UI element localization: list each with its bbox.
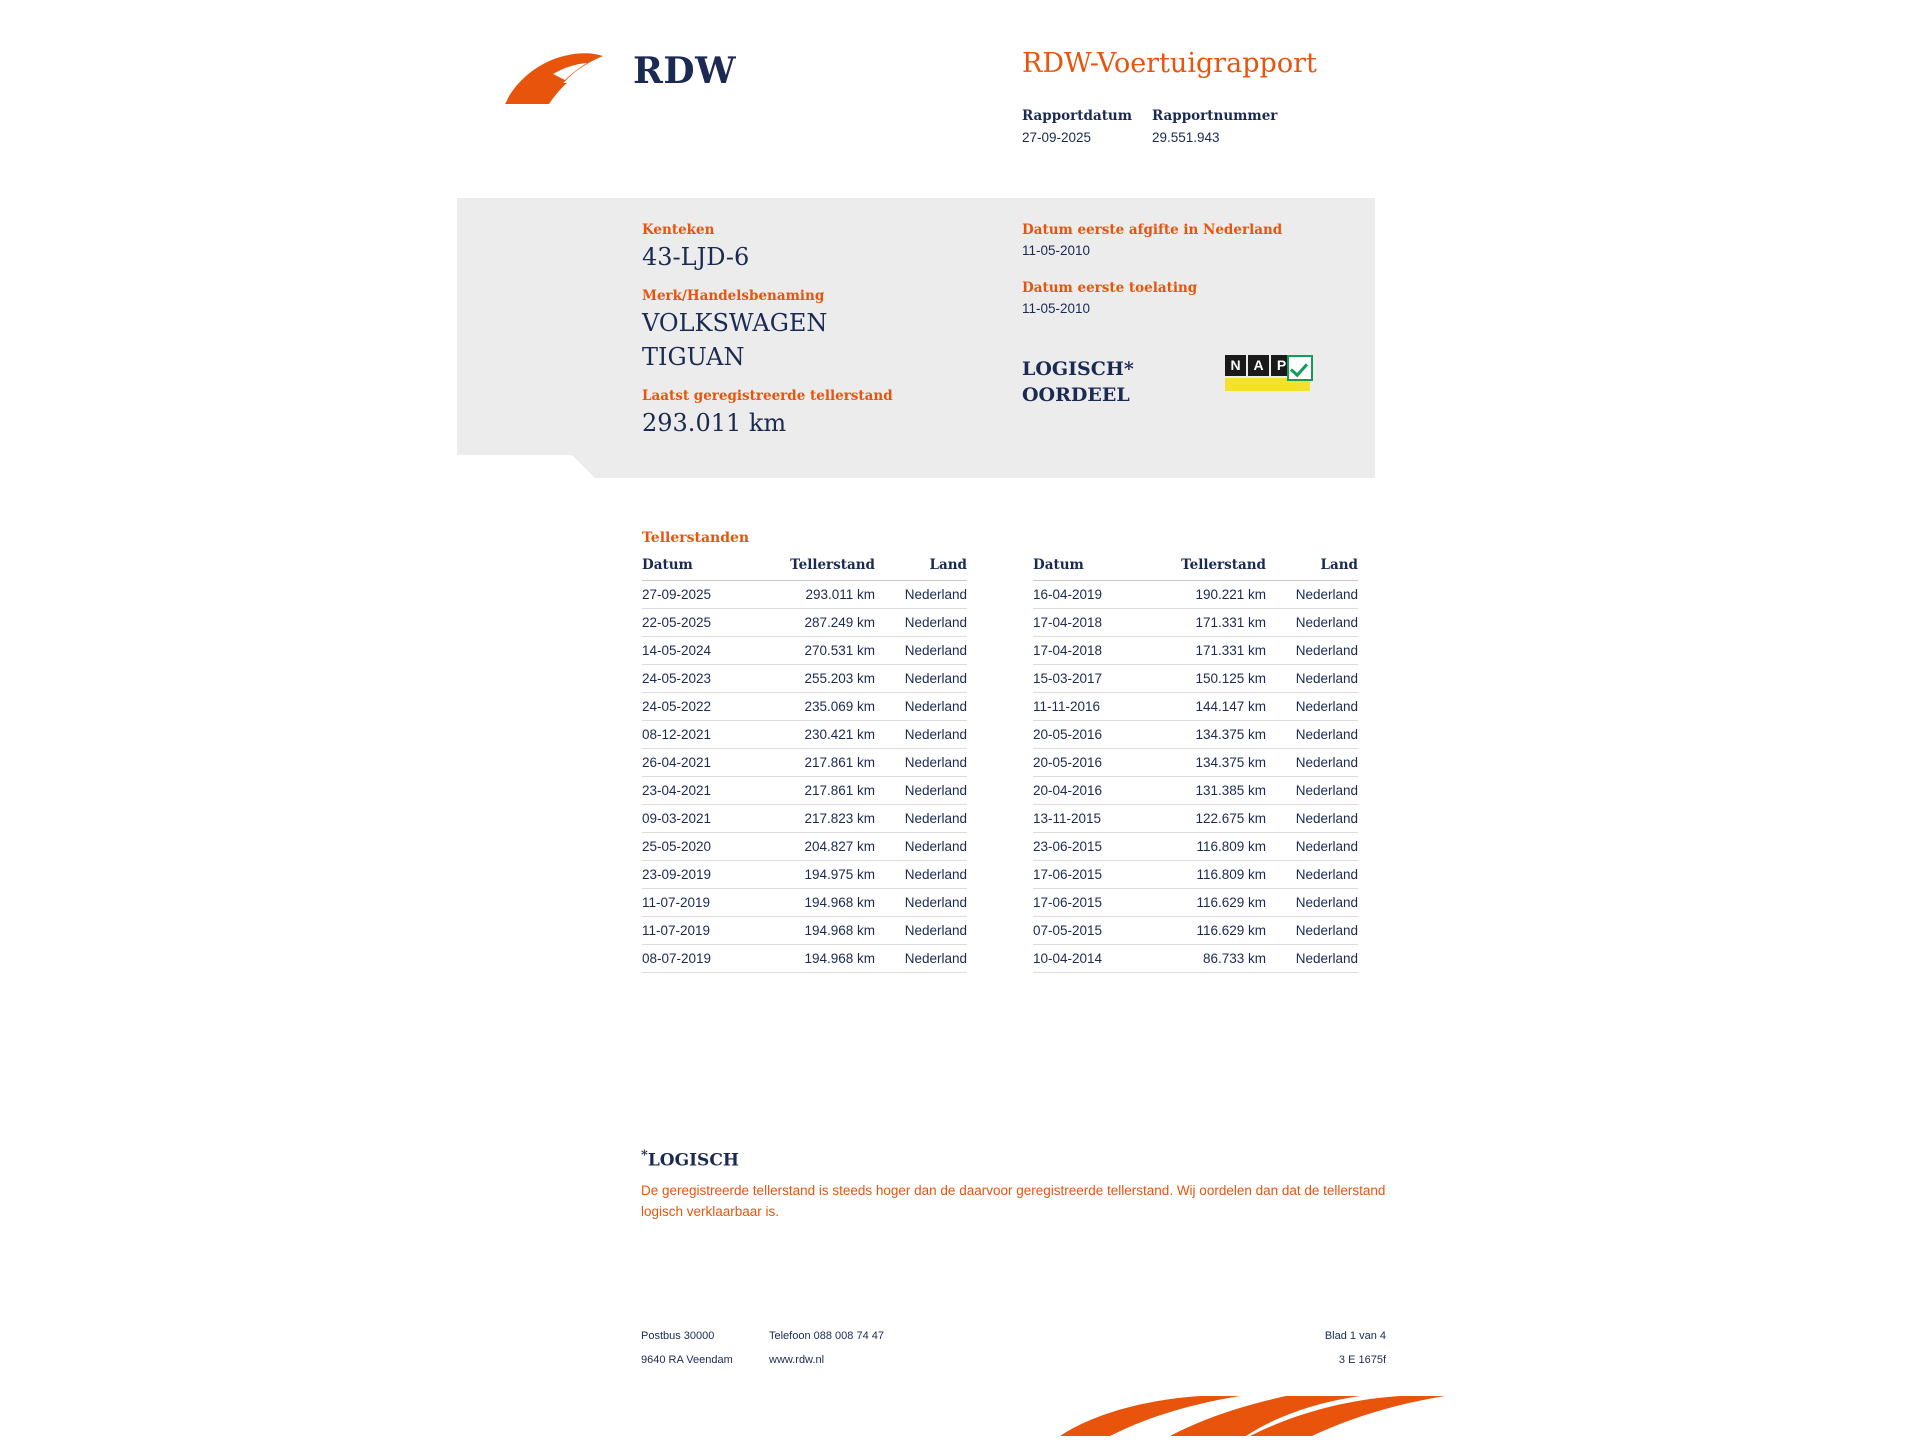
cell-tellerstand: 190.221 km: [1161, 581, 1266, 609]
nap-letter-a: A: [1248, 355, 1269, 376]
cell-tellerstand: 150.125 km: [1161, 665, 1266, 693]
cell-land: Nederland: [1266, 861, 1358, 889]
table-row: [1033, 665, 1358, 693]
column-header-land: Land: [1266, 555, 1358, 581]
cell-datum: 20-05-2016: [1033, 749, 1161, 777]
cell-datum: 17-06-2015: [1033, 861, 1161, 889]
table-row: [642, 749, 967, 777]
cell-datum: 22-05-2025: [642, 609, 770, 637]
cell-datum: 16-04-2019: [1033, 581, 1161, 609]
footer-blad: Blad 1 van 4: [1324, 1330, 1386, 1342]
laatste-tellerstand-value: 293.011 km: [642, 408, 787, 437]
cell-land: Nederland: [1266, 637, 1358, 665]
cell-land: Nederland: [1266, 889, 1358, 917]
cell-land: Nederland: [875, 805, 967, 833]
footnote-title: [641, 1148, 1401, 1171]
cell-tellerstand: 217.823 km: [770, 805, 875, 833]
cell-datum: 13-11-2015: [1033, 805, 1161, 833]
tellerstanden-right-body: [1033, 581, 1358, 973]
cell-tellerstand: 171.331 km: [1161, 637, 1266, 665]
table-row: [642, 637, 967, 665]
cell-land: Nederland: [875, 749, 967, 777]
column-header-land: Land: [875, 555, 967, 581]
cell-datum: 26-04-2021: [642, 749, 770, 777]
table-row: [642, 581, 967, 609]
cell-tellerstand: 134.375 km: [1161, 749, 1266, 777]
cell-land: Nederland: [875, 693, 967, 721]
cell-land: Nederland: [1266, 721, 1358, 749]
footer-postbus: Postbus 30000: [641, 1330, 715, 1342]
merk-value-line1: VOLKSWAGEN: [642, 309, 828, 338]
cell-land: Nederland: [1266, 581, 1358, 609]
cell-land: Nederland: [875, 721, 967, 749]
cell-tellerstand: 217.861 km: [770, 777, 875, 805]
cell-land: Nederland: [875, 833, 967, 861]
cell-datum: 11-07-2019: [642, 917, 770, 945]
summary-right-column: [1022, 222, 1352, 338]
summary-panel-notch: [457, 455, 572, 485]
logo-wordmark: RDW: [633, 50, 737, 92]
document-header: [0, 0, 1920, 180]
cell-datum: 14-05-2024: [642, 637, 770, 665]
table-header-row: [1033, 555, 1358, 581]
cell-datum: 17-04-2018: [1033, 637, 1161, 665]
footer-decorative-graphic: [1050, 1390, 1490, 1450]
nap-letter-boxes: [1225, 355, 1294, 376]
cell-tellerstand: 230.421 km: [770, 721, 875, 749]
footnote: [641, 1148, 1401, 1223]
cell-datum: 23-04-2021: [642, 777, 770, 805]
nap-letter-p: P: [1271, 355, 1292, 376]
table-row: [642, 777, 967, 805]
cell-tellerstand: 116.809 km: [1161, 861, 1266, 889]
cell-land: Nederland: [1266, 693, 1358, 721]
cell-land: Nederland: [1266, 833, 1358, 861]
table-row: [642, 721, 967, 749]
report-meta: [1022, 108, 1277, 145]
table-row: [642, 833, 967, 861]
footer-website[interactable]: www.rdw.nl: [769, 1354, 825, 1366]
cell-tellerstand: 217.861 km: [770, 749, 875, 777]
footnote-body: De geregistreerde tellerstand is steeds hoger dan de daarvoor geregistreerde tellerstand. Wij oordelen dan dat de tellerstand logisch verklaarbaar is.: [641, 1182, 1386, 1219]
cell-land: Nederland: [1266, 749, 1358, 777]
cell-tellerstand: 293.011 km: [770, 581, 875, 609]
cell-datum: 10-04-2014: [1033, 945, 1161, 973]
cell-tellerstand: 194.968 km: [770, 945, 875, 973]
cell-land: Nederland: [875, 889, 967, 917]
table-row: [642, 665, 967, 693]
oordeel-line-2: OORDEEL: [1022, 383, 1130, 406]
merk-label: Merk/Handelsbenaming: [642, 288, 825, 305]
cell-land: Nederland: [875, 609, 967, 637]
table-row: [1033, 861, 1358, 889]
cell-tellerstand: 134.375 km: [1161, 721, 1266, 749]
rapportnummer-label: Rapportnummer: [1152, 108, 1278, 124]
cell-datum: 20-04-2016: [1033, 777, 1161, 805]
summary-left-column: [642, 222, 972, 454]
table-row: [1033, 805, 1358, 833]
oordeel-block: [1022, 357, 1202, 408]
cell-tellerstand: 204.827 km: [770, 833, 875, 861]
cell-tellerstand: 235.069 km: [770, 693, 875, 721]
eerste-afgifte-value: 11-05-2010: [1022, 243, 1091, 258]
table-row: [1033, 721, 1358, 749]
cell-tellerstand: 255.203 km: [770, 665, 875, 693]
table-row: [642, 693, 967, 721]
cell-tellerstand: 171.331 km: [1161, 609, 1266, 637]
table-row: [642, 861, 967, 889]
table-row: [1033, 945, 1358, 973]
cell-tellerstand: 116.809 km: [1161, 833, 1266, 861]
column-header-datum: Datum: [1033, 555, 1161, 581]
table-row: [1033, 889, 1358, 917]
tellerstanden-table-left: [642, 555, 967, 973]
report-title: RDW-Voertuigrapport: [1022, 48, 1317, 79]
table-row: [642, 917, 967, 945]
table-row: [1033, 581, 1358, 609]
footnote-title-text: LOGISCH: [647, 1150, 739, 1171]
cell-land: Nederland: [1266, 917, 1358, 945]
footer-plaats: 9640 RA Veendam: [641, 1354, 733, 1366]
cell-datum: 08-07-2019: [642, 945, 770, 973]
rapportnummer-value: 29.551.943: [1152, 130, 1220, 145]
cell-tellerstand: 116.629 km: [1161, 917, 1266, 945]
footer-telefoon: Telefoon 088 008 74 47: [769, 1330, 884, 1342]
cell-datum: 07-05-2015: [1033, 917, 1161, 945]
table-row: [1033, 777, 1358, 805]
kenteken-value: 43-LJD-6: [642, 243, 750, 271]
cell-tellerstand: 287.249 km: [770, 609, 875, 637]
laatste-tellerstand-label: Laatst geregistreerde tellerstand: [642, 387, 893, 404]
cell-land: Nederland: [1266, 665, 1358, 693]
cell-land: Nederland: [875, 637, 967, 665]
rdw-footer-stripes-icon: [1050, 1390, 1490, 1450]
cell-datum: 20-05-2016: [1033, 721, 1161, 749]
cell-land: Nederland: [875, 777, 967, 805]
cell-tellerstand: 122.675 km: [1161, 805, 1266, 833]
cell-land: Nederland: [1266, 945, 1358, 973]
cell-datum: 17-06-2015: [1033, 889, 1161, 917]
cell-datum: 23-09-2019: [642, 861, 770, 889]
table-row: [642, 889, 967, 917]
rapportdatum-value: 27-09-2025: [1022, 130, 1092, 145]
footnote-star: *: [641, 1148, 648, 1163]
table-row: [642, 945, 967, 973]
column-header-tellerstand: Tellerstand: [1161, 555, 1266, 581]
cell-land: Nederland: [875, 945, 967, 973]
footer-formuliernummer: 3 E 1675f: [1338, 1354, 1386, 1366]
cell-datum: 15-03-2017: [1033, 665, 1161, 693]
cell-land: Nederland: [875, 917, 967, 945]
tellerstanden-left-body: [642, 581, 967, 973]
cell-tellerstand: 270.531 km: [770, 637, 875, 665]
table-header-row: [642, 555, 967, 581]
cell-land: Nederland: [1266, 777, 1358, 805]
cell-datum: 11-07-2019: [642, 889, 770, 917]
table-row: [1033, 609, 1358, 637]
eerste-toelating-label: Datum eerste toelating: [1022, 280, 1198, 296]
oordeel-line-1: LOGISCH*: [1022, 358, 1134, 380]
cell-tellerstand: 131.385 km: [1161, 777, 1266, 805]
cell-datum: 11-11-2016: [1033, 693, 1161, 721]
cell-datum: 23-06-2015: [1033, 833, 1161, 861]
rdw-logo: [505, 30, 765, 110]
cell-datum: 09-03-2021: [642, 805, 770, 833]
table-row: [1033, 749, 1358, 777]
eerste-afgifte-label: Datum eerste afgifte in Nederland: [1022, 222, 1283, 238]
cell-land: Nederland: [1266, 805, 1358, 833]
cell-tellerstand: 144.147 km: [1161, 693, 1266, 721]
cell-datum: 24-05-2022: [642, 693, 770, 721]
nap-check-icon: [1287, 355, 1313, 381]
nap-letter-n: N: [1225, 355, 1246, 376]
cell-land: Nederland: [875, 861, 967, 889]
nap-logo: [1225, 355, 1317, 393]
cell-land: Nederland: [875, 581, 967, 609]
rdw-logo-icon: [505, 50, 615, 106]
cell-tellerstand: 194.975 km: [770, 861, 875, 889]
cell-datum: 24-05-2023: [642, 665, 770, 693]
tellerstanden-table-right: [1033, 555, 1358, 973]
column-header-tellerstand: Tellerstand: [770, 555, 875, 581]
column-header-datum: Datum: [642, 555, 770, 581]
document-footer: [641, 1330, 1386, 1378]
cell-tellerstand: 194.968 km: [770, 889, 875, 917]
cell-datum: 17-04-2018: [1033, 609, 1161, 637]
cell-land: Nederland: [1266, 609, 1358, 637]
table-row: [1033, 917, 1358, 945]
cell-tellerstand: 116.629 km: [1161, 889, 1266, 917]
kenteken-label: Kenteken: [642, 222, 715, 238]
cell-tellerstand: 194.968 km: [770, 917, 875, 945]
table-row: [642, 805, 967, 833]
merk-value-line2: TIGUAN: [642, 342, 745, 371]
tellerstanden-title: Tellerstanden: [642, 530, 750, 546]
rapportdatum-label: Rapportdatum: [1022, 108, 1133, 124]
cell-datum: 25-05-2020: [642, 833, 770, 861]
cell-datum: 27-09-2025: [642, 581, 770, 609]
cell-land: Nederland: [875, 665, 967, 693]
table-row: [1033, 833, 1358, 861]
table-row: [642, 609, 967, 637]
cell-datum: 08-12-2021: [642, 721, 770, 749]
cell-tellerstand: 86.733 km: [1161, 945, 1266, 973]
eerste-toelating-value: 11-05-2010: [1022, 301, 1091, 316]
table-row: [1033, 637, 1358, 665]
table-row: [1033, 693, 1358, 721]
